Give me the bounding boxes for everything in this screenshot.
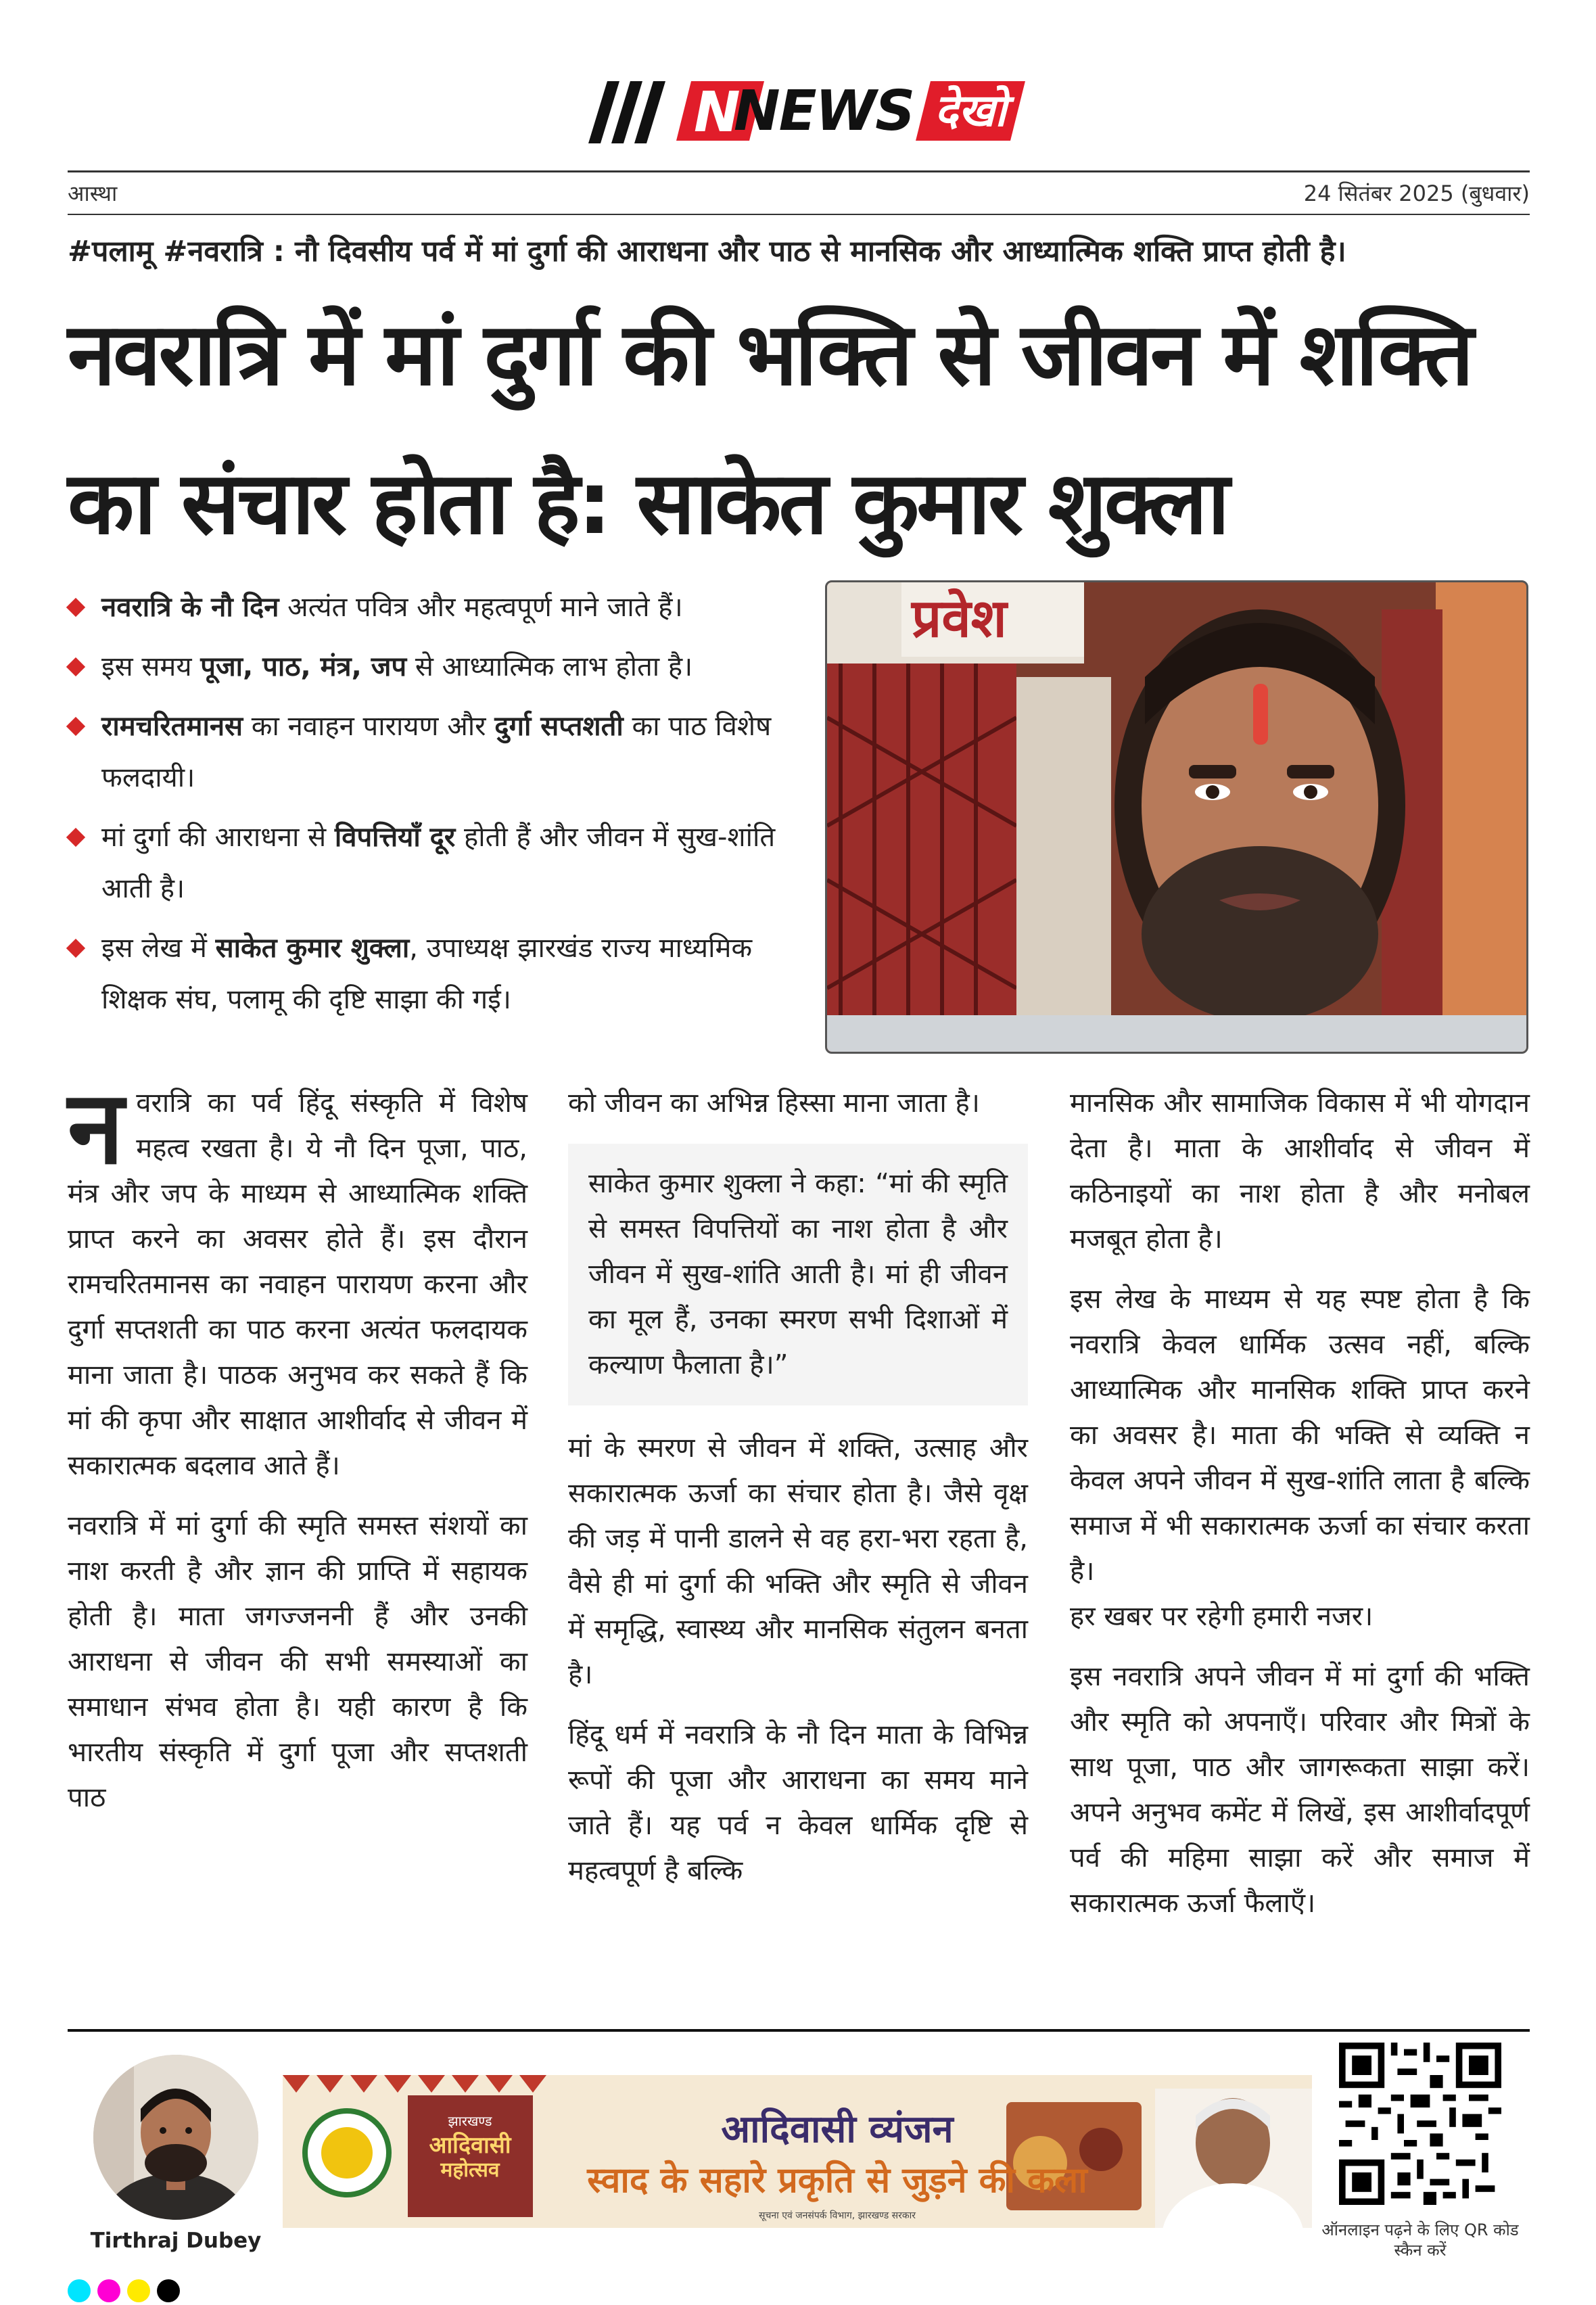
- diamond-bullet-icon: [66, 657, 85, 676]
- cmyk-dot-cyan: [68, 2279, 91, 2302]
- header-rule-bottom: [68, 214, 1530, 215]
- article-column-3: [1070, 1081, 1530, 1941]
- key-points-list: [68, 582, 798, 1033]
- logo-slash-bars: [588, 81, 683, 143]
- drop-cap: न: [68, 1069, 124, 1187]
- body-paragraph: इस लेख के माध्यम से यह स्पष्ट होता है कि नवरात्रि केवल धार्मिक उत्सव नहीं, बल्कि आध्यात्मिक और मानसिक शक्ति प्राप्त करने का अवसर है। माता की भक्ति से व्यक्ति न केवल अपने जीवन में सुख-शांति लाता है बल्कि समाज में भी सकारात्मक ऊर्जा का संचार करता है।: [1070, 1284, 1530, 1587]
- kicker-line: #पलामू #नवरात्रि : नौ दिवसीय पर्व में मां दुर्गा की आराधना और पाठ से मानसिक और आध्यात्मिक शक्ति प्राप्त होती है।: [68, 235, 1346, 269]
- cmyk-dot-black: [157, 2279, 180, 2302]
- key-point: इस लेख में साकेत कुमार शुक्ला, उपाध्यक्ष झारखंड राज्य माध्यमिक शिक्षक संघ, पलामू की दृष्टि साझा की गई।: [68, 923, 798, 1025]
- diamond-bullet-icon: [66, 717, 85, 736]
- author-name: Tirthraj Dubey: [90, 2229, 262, 2253]
- qr-caption: ऑनलाइन पढ़ने के लिए QR कोड स्कैन करें: [1321, 2220, 1519, 2260]
- news-dekho-logo: [588, 78, 1014, 145]
- qr-code-icon[interactable]: [1339, 2043, 1501, 2205]
- article-column-2: [568, 1081, 1028, 1909]
- svg-text:झारखण्ड: झारखण्ड: [448, 2113, 492, 2129]
- svg-text:प्रवेश: प्रवेश: [912, 588, 1007, 649]
- body-paragraph: मानसिक और सामाजिक विकास में भी योगदान देता है। माता के आशीर्वाद से जीवन में कठिनाइयों का नाश होता है और मनोबल मजबूत होता है।: [1070, 1088, 1530, 1255]
- logo-dekho-badge: देखो: [916, 81, 1025, 141]
- featured-photo: [825, 580, 1528, 1054]
- svg-text:महोत्सव: महोत्सव: [440, 2158, 500, 2182]
- author-avatar: [93, 2055, 258, 2220]
- portrait-illustration: [827, 582, 1526, 1052]
- ad-credit: सूचना एवं जनसंपर्क विभाग, झारखण्ड सरकार: [759, 2210, 916, 2221]
- ad-tagline: स्वाद के सहारे प्रकृति से जुड़ने की कला: [587, 2160, 1087, 2201]
- logo-news-text: NEWS: [734, 79, 914, 143]
- key-point: मां दुर्गा की आराधना से विपत्तियाँ दूर होती हैं और जीवन में सुख-शांति आती है।: [68, 812, 798, 914]
- pull-quote: साकेत कुमार शुक्ला ने कहा: “मां की स्मृति से समस्त विपत्तियों का नाश होता है और जीवन में सुख-शांति आती है। मां ही जीवन का मूल हैं, उनका स्मरण सभी दिशाओं में कल्याण फैलाता है।”: [568, 1144, 1028, 1405]
- advertisement-banner[interactable]: [283, 2075, 1312, 2228]
- cmyk-dot-yellow: [127, 2279, 150, 2302]
- body-paragraph: मां के स्मरण से जीवन में शक्ति, उत्साह और सकारात्मक ऊर्जा का संचार होता है। जैसे वृक्ष की जड़ में पानी डालने से वह हरा-भरा रहता है, वैसे ही मां दुर्गा की भक्ति और स्मृति से जीवन में समृद्धि, स्वास्थ्य और मानसिक संतुलन बनता है।: [568, 1433, 1028, 1690]
- body-paragraph: हिंदू धर्म में नवरात्रि के नौ दिन माता के विभिन्न रूपों की पूजा और आराधना का समय माने जाते हैं। यह पर्व न केवल धार्मिक दृष्टि से महत्वपूर्ण है बल्कि: [568, 1719, 1028, 1886]
- diamond-bullet-icon: [66, 828, 85, 847]
- header-rule-top: [68, 170, 1530, 172]
- body-paragraph: को जीवन का अभिन्न हिस्सा माना जाता है।: [568, 1088, 980, 1119]
- ad-title: आदिवासी व्यंजन: [721, 2108, 954, 2151]
- body-paragraph: नवरात्रि में मां दुर्गा की स्मृति समस्त संशयों का नाश करती है और ज्ञान की प्राप्ति में सहायक होती है। माता जगज्जननी हैं और उनकी आराधना से जीवन की सभी समस्याओं का समाधान संभव होता है। यही कारण है कि भारतीय संस्कृति में दुर्गा पूजा और सप्तशती पाठ: [68, 1510, 527, 1813]
- key-point: नवरात्रि के नौ दिन अत्यंत पवित्र और महत्वपूर्ण माने जाते हैं।: [68, 582, 798, 633]
- footer-rule: [68, 2029, 1530, 2032]
- article-column-1: [68, 1069, 527, 1836]
- body-paragraph: इस नवरात्रि अपने जीवन में मां दुर्गा की भक्ति और स्मृति को अपनाएँ। परिवार और मित्रों के साथ पूजा, पाठ और जागरूकता साझा करें। अपने अनुभव कमेंट में लिखें, इस आशीर्वादपूर्ण पर्व की महिमा साझा करें और समाज में सकारात्मक ऊर्जा फैलाएँ।: [1070, 1661, 1530, 1919]
- key-point: रामचरितमानस का नवाहन पारायण और दुर्गा सप्तशती का पाठ विशेष फलदायी।: [68, 701, 798, 804]
- key-point: इस समय पूजा, पाठ, मंत्र, जप से आध्यात्मिक लाभ होता है।: [68, 641, 798, 693]
- tagline-line: हर खबर पर रहेगी हमारी नजर।: [1070, 1601, 1374, 1632]
- diamond-bullet-icon: [66, 598, 85, 617]
- diamond-bullet-icon: [66, 939, 85, 958]
- headline: नवरात्रि में मां दुर्गा की भक्ति से जीवन में शक्ति का संचार होता है: साकेत कुमार शुक्ला: [68, 304, 1472, 554]
- body-paragraph: वरात्रि का पर्व हिंदू संस्कृति में विशेष महत्व रखता है। ये नौ दिन पूजा, पाठ, मंत्र और जप के माध्यम से आध्यात्मिक शक्ति प्राप्त करने का अवसर होते हैं। इस दौरान रामचरितमानस का नवाहन पारायण करना और दुर्गा सप्तशती का पाठ करना अत्यंत फलदायक माना जाता है। पाठक अनुभव कर सकते हैं कि मां की कृपा और साक्षात आशीर्वाद से जीवन में सकारात्मक बदलाव आते हैं।: [68, 1088, 527, 1481]
- issue-date: 24 सितंबर 2025 (बुधवार): [1303, 181, 1530, 206]
- svg-text:आदिवासी: आदिवासी: [429, 2132, 511, 2159]
- svg-text:N: N: [694, 81, 741, 141]
- cmyk-dot-magenta: [97, 2279, 120, 2302]
- category-label: आस्था: [68, 181, 118, 206]
